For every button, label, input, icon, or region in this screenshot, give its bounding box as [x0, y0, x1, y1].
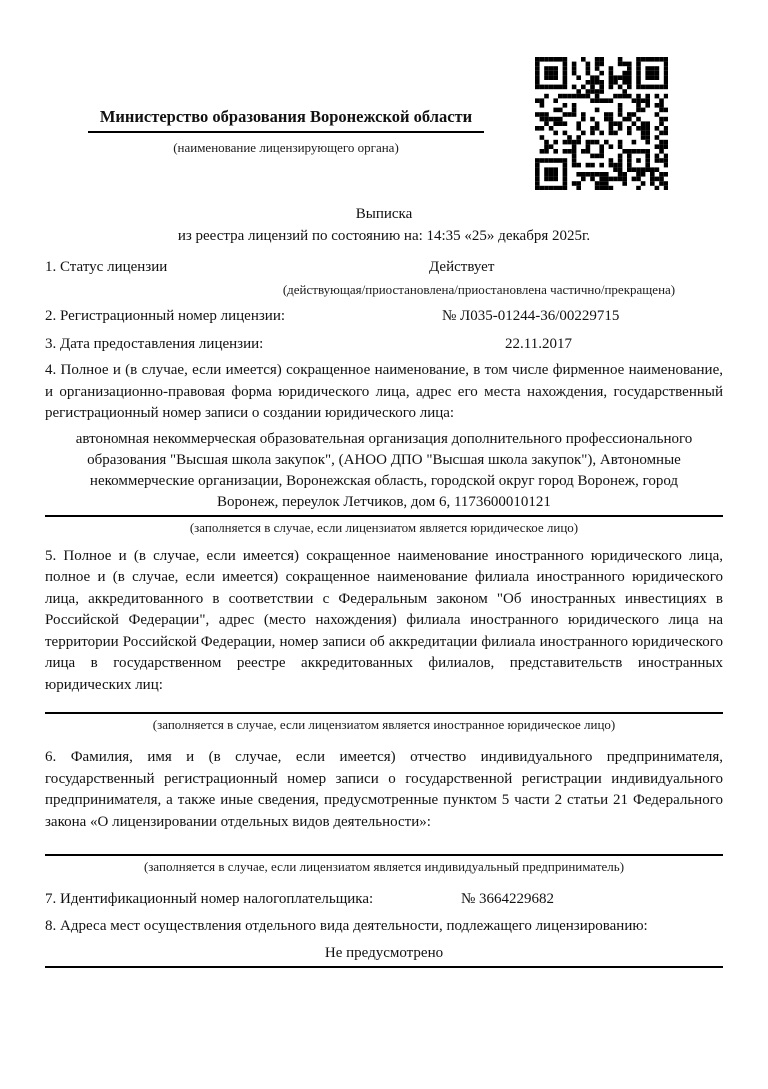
grant-date-value: 22.11.2017: [505, 336, 572, 352]
license-status-hint: (действующая/приостановлена/приостановлена частично/прекращена): [282, 282, 676, 297]
activity-addresses-value: Не предусмотрено: [324, 944, 444, 961]
field-taxpayer-number: [45, 888, 723, 910]
entrepreneur-hint: (заполняется в случае, если лицензиатом является индивидуальный предприниматель): [143, 859, 625, 874]
license-status-value: Действует: [429, 259, 495, 275]
separator-line: [45, 966, 723, 968]
foreign-entity-label: 5. Полное и (в случае, если имеется) сокращенное наименование иностранного юридического лица, полное и (в случае, если имеется) сокращенное наименование филиала иностранного юридического лица, аккредитованного в соответствии с Федеральным законом "Об иностранных инвестициях в Российской Федерации", адрес (место нахождения) филиала иностранного юридического лица на территории Российской Федерации, номер записи об аккредитации филиала иностранного юридического лица в государственном реестре аккредитованных филиалов, представительств иностранных юридических лиц:: [45, 547, 723, 693]
registration-number-value: № Л035-01244-36/00229715: [442, 308, 620, 324]
field-grant-date: [45, 333, 723, 355]
legal-entity-hint: (заполняется в случае, если лицензиатом является юридическое лицо): [189, 519, 579, 535]
licensing-authority-caption: (наименование лицензирующего органа): [173, 140, 399, 155]
registration-number-label: 2. Регистрационный номер лицензии:: [45, 308, 286, 324]
activity-addresses-label: 8. Адреса мест осуществления отдельного вида деятельности, подлежащего лицензированию:: [45, 918, 648, 934]
legal-entity-label: 4. Полное и (в случае, если имеется) сокращенное наименование, в том числе фирменное наименование, и организационно-правовая форма юридического лица, адрес его места нахождения, государственный регистрационный номер записи о создании юридического лица:: [45, 362, 723, 421]
separator-line: [45, 854, 723, 856]
legal-entity-value: автономная некоммерческая образовательная организация дополнительного профессионального образования "Высшая школа закупок", (АНОО ДПО "Высшая школа закупок"), Автономные некоммерческие организации, Воронежская область, городской округ город Воронеж, город Воронеж, переулок Летчиков, дом 6, 1173600010121: [75, 430, 693, 510]
entrepreneur-label: 6. Фамилия, имя и (в случае, если имеется) отчество индивидуального предпринимателя, государственный регистрационный номер записи о государственной регистрации индивидуального предпринимателя, а также иные сведения, предусмотренные пунктом 5 части 2 статьи 21 Федерального закона «О лицензировании отдельных видов деятельности»:: [45, 749, 723, 830]
taxpayer-number-value: № 3664229682: [461, 891, 555, 907]
foreign-entity-hint: (заполняется в случае, если лицензиатом является иностранное юридическое лицо): [152, 717, 616, 732]
licensing-authority-name: Министерство образования Воронежской области: [88, 106, 484, 133]
document-body: [45, 0, 723, 968]
separator-line: [45, 515, 723, 517]
document-subtitle: из реестра лицензий по состоянию на: 14:35 «25» декабря 2025г.: [177, 228, 591, 244]
field-license-status: [45, 256, 723, 278]
field-registration-number: [45, 305, 723, 327]
license-status-label: 1. Статус лицензии: [45, 259, 168, 275]
separator-line: [45, 712, 723, 714]
document-title: Выписка: [355, 206, 413, 222]
taxpayer-number-label: 7. Идентификационный номер налогоплательщика:: [45, 891, 374, 907]
grant-date-label: 3. Дата предоставления лицензии:: [45, 336, 264, 352]
